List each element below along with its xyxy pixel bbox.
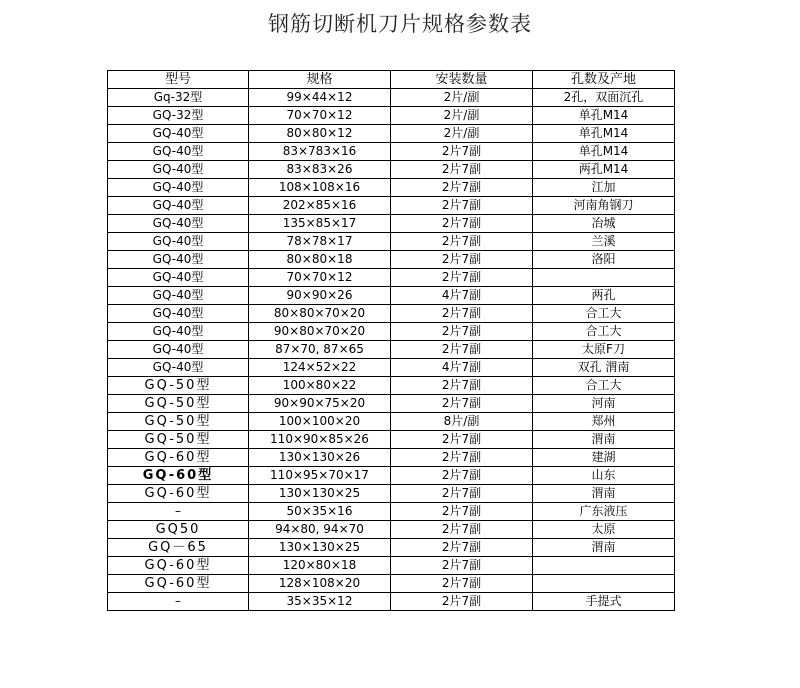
- cell-spec: 80×80×70×20: [249, 305, 391, 323]
- cell-quantity: 2片/副: [391, 107, 533, 125]
- cell-holes-origin: 洛阳: [533, 251, 675, 269]
- cell-quantity: 4片7副: [391, 359, 533, 377]
- cell-quantity: 2片7副: [391, 395, 533, 413]
- cell-holes-origin: 太原F刀: [533, 341, 675, 359]
- cell-model: GQ-60型: [108, 557, 249, 575]
- cell-holes-origin: 合工大: [533, 323, 675, 341]
- spec-table: [107, 70, 675, 611]
- cell-spec: 83×83×26: [249, 161, 391, 179]
- cell-quantity: 2片7副: [391, 485, 533, 503]
- cell-quantity: 2片7副: [391, 143, 533, 161]
- cell-holes-origin: 太原: [533, 521, 675, 539]
- cell-holes-origin: 河南角钢刀: [533, 197, 675, 215]
- table-row: [108, 539, 675, 557]
- cell-holes-origin: 2孔，双面沉孔: [533, 89, 675, 107]
- cell-model: GQ-60型: [108, 449, 249, 467]
- cell-spec: 80×80×12: [249, 125, 391, 143]
- cell-holes-origin: 单孔M14: [533, 125, 675, 143]
- cell-model: GQ50: [108, 521, 249, 539]
- table-row: [108, 89, 675, 107]
- cell-quantity: 2片7副: [391, 179, 533, 197]
- table-row: [108, 395, 675, 413]
- cell-quantity: 2片7副: [391, 575, 533, 593]
- cell-spec: 135×85×17: [249, 215, 391, 233]
- table-row: [108, 269, 675, 287]
- cell-holes-origin: 河南: [533, 395, 675, 413]
- cell-quantity: 2片7副: [391, 431, 533, 449]
- table-row: [108, 197, 675, 215]
- cell-quantity: 2片7副: [391, 467, 533, 485]
- cell-holes-origin: 江加: [533, 179, 675, 197]
- table-row: [108, 125, 675, 143]
- cell-model: GQ-60型: [108, 575, 249, 593]
- cell-quantity: 2片7副: [391, 197, 533, 215]
- cell-model: GQ-60型: [108, 467, 249, 485]
- cell-quantity: 2片7副: [391, 323, 533, 341]
- cell-model: –: [108, 503, 249, 521]
- cell-spec: 35×35×12: [249, 593, 391, 611]
- cell-model: GQ-40型: [108, 179, 249, 197]
- header-quantity: 安装数量: [391, 71, 533, 89]
- cell-spec: 108×108×16: [249, 179, 391, 197]
- cell-spec: 100×100×20: [249, 413, 391, 431]
- cell-holes-origin: 合工大: [533, 377, 675, 395]
- table-row: [108, 305, 675, 323]
- cell-holes-origin: 单孔M14: [533, 143, 675, 161]
- cell-model: GQ-50型: [108, 431, 249, 449]
- cell-spec: 100×80×22: [249, 377, 391, 395]
- table-row: [108, 413, 675, 431]
- cell-quantity: 2片7副: [391, 269, 533, 287]
- cell-model: GQ-40型: [108, 269, 249, 287]
- cell-spec: 110×90×85×26: [249, 431, 391, 449]
- cell-spec: 90×80×70×20: [249, 323, 391, 341]
- cell-model: GQ-40型: [108, 305, 249, 323]
- cell-spec: 128×108×20: [249, 575, 391, 593]
- cell-model: GQ-50型: [108, 377, 249, 395]
- cell-spec: 70×70×12: [249, 269, 391, 287]
- table-row: [108, 359, 675, 377]
- cell-spec: 90×90×75×20: [249, 395, 391, 413]
- table-body: [108, 89, 675, 611]
- cell-spec: 130×130×26: [249, 449, 391, 467]
- cell-spec: 50×35×16: [249, 503, 391, 521]
- cell-spec: 80×80×18: [249, 251, 391, 269]
- table-row: [108, 557, 675, 575]
- cell-spec: 90×90×26: [249, 287, 391, 305]
- cell-model: GQ-60型: [108, 485, 249, 503]
- cell-quantity: 2片7副: [391, 251, 533, 269]
- cell-model: GQ-50型: [108, 413, 249, 431]
- cell-quantity: 2片7副: [391, 449, 533, 467]
- cell-model: GQ-40型: [108, 233, 249, 251]
- header-model: 型号: [108, 71, 249, 89]
- table-row: [108, 521, 675, 539]
- cell-quantity: 2片7副: [391, 557, 533, 575]
- cell-spec: 94×80, 94×70: [249, 521, 391, 539]
- cell-quantity: 2片7副: [391, 593, 533, 611]
- table-row: [108, 449, 675, 467]
- cell-spec: 99×44×12: [249, 89, 391, 107]
- cell-quantity: 2片/副: [391, 125, 533, 143]
- table-row: [108, 467, 675, 485]
- table-row: [108, 179, 675, 197]
- cell-spec: 83×783×16: [249, 143, 391, 161]
- cell-model: GQ-40型: [108, 287, 249, 305]
- cell-model: GQ-40型: [108, 251, 249, 269]
- page-title: 钢筋切断机刀片规格参数表: [268, 12, 532, 36]
- cell-model: Gq-32型: [108, 89, 249, 107]
- cell-spec: 124×52×22: [249, 359, 391, 377]
- cell-quantity: 2片7副: [391, 521, 533, 539]
- table-row: [108, 143, 675, 161]
- cell-holes-origin: 建湖: [533, 449, 675, 467]
- cell-model: GQ-50型: [108, 395, 249, 413]
- cell-spec: 110×95×70×17: [249, 467, 391, 485]
- cell-holes-origin: 渭南: [533, 485, 675, 503]
- cell-holes-origin: 两孔: [533, 287, 675, 305]
- cell-spec: 130×130×25: [249, 539, 391, 557]
- cell-holes-origin: [533, 575, 675, 593]
- header-spec: 规格: [249, 71, 391, 89]
- cell-holes-origin: 渭南: [533, 431, 675, 449]
- cell-model: GQ-40型: [108, 323, 249, 341]
- cell-model: GQ－65: [108, 539, 249, 557]
- table-header-row: [108, 71, 675, 89]
- table-row: [108, 323, 675, 341]
- cell-holes-origin: 兰溪: [533, 233, 675, 251]
- cell-holes-origin: 山东: [533, 467, 675, 485]
- cell-quantity: 2片7副: [391, 377, 533, 395]
- table-row: [108, 107, 675, 125]
- cell-quantity: 2片7副: [391, 341, 533, 359]
- table-row: [108, 287, 675, 305]
- cell-holes-origin: 冶城: [533, 215, 675, 233]
- cell-quantity: 2片7副: [391, 503, 533, 521]
- cell-spec: 202×85×16: [249, 197, 391, 215]
- cell-holes-origin: 手提式: [533, 593, 675, 611]
- cell-model: GQ-40型: [108, 197, 249, 215]
- cell-holes-origin: 郑州: [533, 413, 675, 431]
- table-row: [108, 431, 675, 449]
- cell-holes-origin: 两孔M14: [533, 161, 675, 179]
- cell-holes-origin: 渭南: [533, 539, 675, 557]
- cell-holes-origin: [533, 557, 675, 575]
- cell-model: –: [108, 593, 249, 611]
- table-row: [108, 575, 675, 593]
- header-holes-origin: 孔数及产地: [533, 71, 675, 89]
- cell-spec: 130×130×25: [249, 485, 391, 503]
- cell-quantity: 2片7副: [391, 161, 533, 179]
- cell-quantity: 4片7副: [391, 287, 533, 305]
- cell-quantity: 2片7副: [391, 233, 533, 251]
- cell-quantity: 2片7副: [391, 305, 533, 323]
- cell-holes-origin: [533, 269, 675, 287]
- cell-model: GQ-40型: [108, 341, 249, 359]
- cell-quantity: 2片/副: [391, 89, 533, 107]
- table-row: [108, 593, 675, 611]
- table-row: [108, 233, 675, 251]
- cell-holes-origin: 广东液压: [533, 503, 675, 521]
- cell-quantity: 2片7副: [391, 215, 533, 233]
- table-row: [108, 251, 675, 269]
- cell-spec: 70×70×12: [249, 107, 391, 125]
- cell-model: GQ-32型: [108, 107, 249, 125]
- cell-model: GQ-40型: [108, 359, 249, 377]
- cell-model: GQ-40型: [108, 161, 249, 179]
- table-row: [108, 215, 675, 233]
- table-row: [108, 503, 675, 521]
- cell-model: GQ-40型: [108, 125, 249, 143]
- cell-holes-origin: 单孔M14: [533, 107, 675, 125]
- table-row: [108, 377, 675, 395]
- cell-spec: 78×78×17: [249, 233, 391, 251]
- cell-spec: 87×70, 87×65: [249, 341, 391, 359]
- cell-model: GQ-40型: [108, 215, 249, 233]
- table-row: [108, 485, 675, 503]
- cell-holes-origin: 双孔 渭南: [533, 359, 675, 377]
- cell-holes-origin: 合工大: [533, 305, 675, 323]
- cell-quantity: 2片7副: [391, 539, 533, 557]
- table-row: [108, 341, 675, 359]
- cell-quantity: 8片/副: [391, 413, 533, 431]
- table-row: [108, 161, 675, 179]
- cell-model: GQ-40型: [108, 143, 249, 161]
- cell-spec: 120×80×18: [249, 557, 391, 575]
